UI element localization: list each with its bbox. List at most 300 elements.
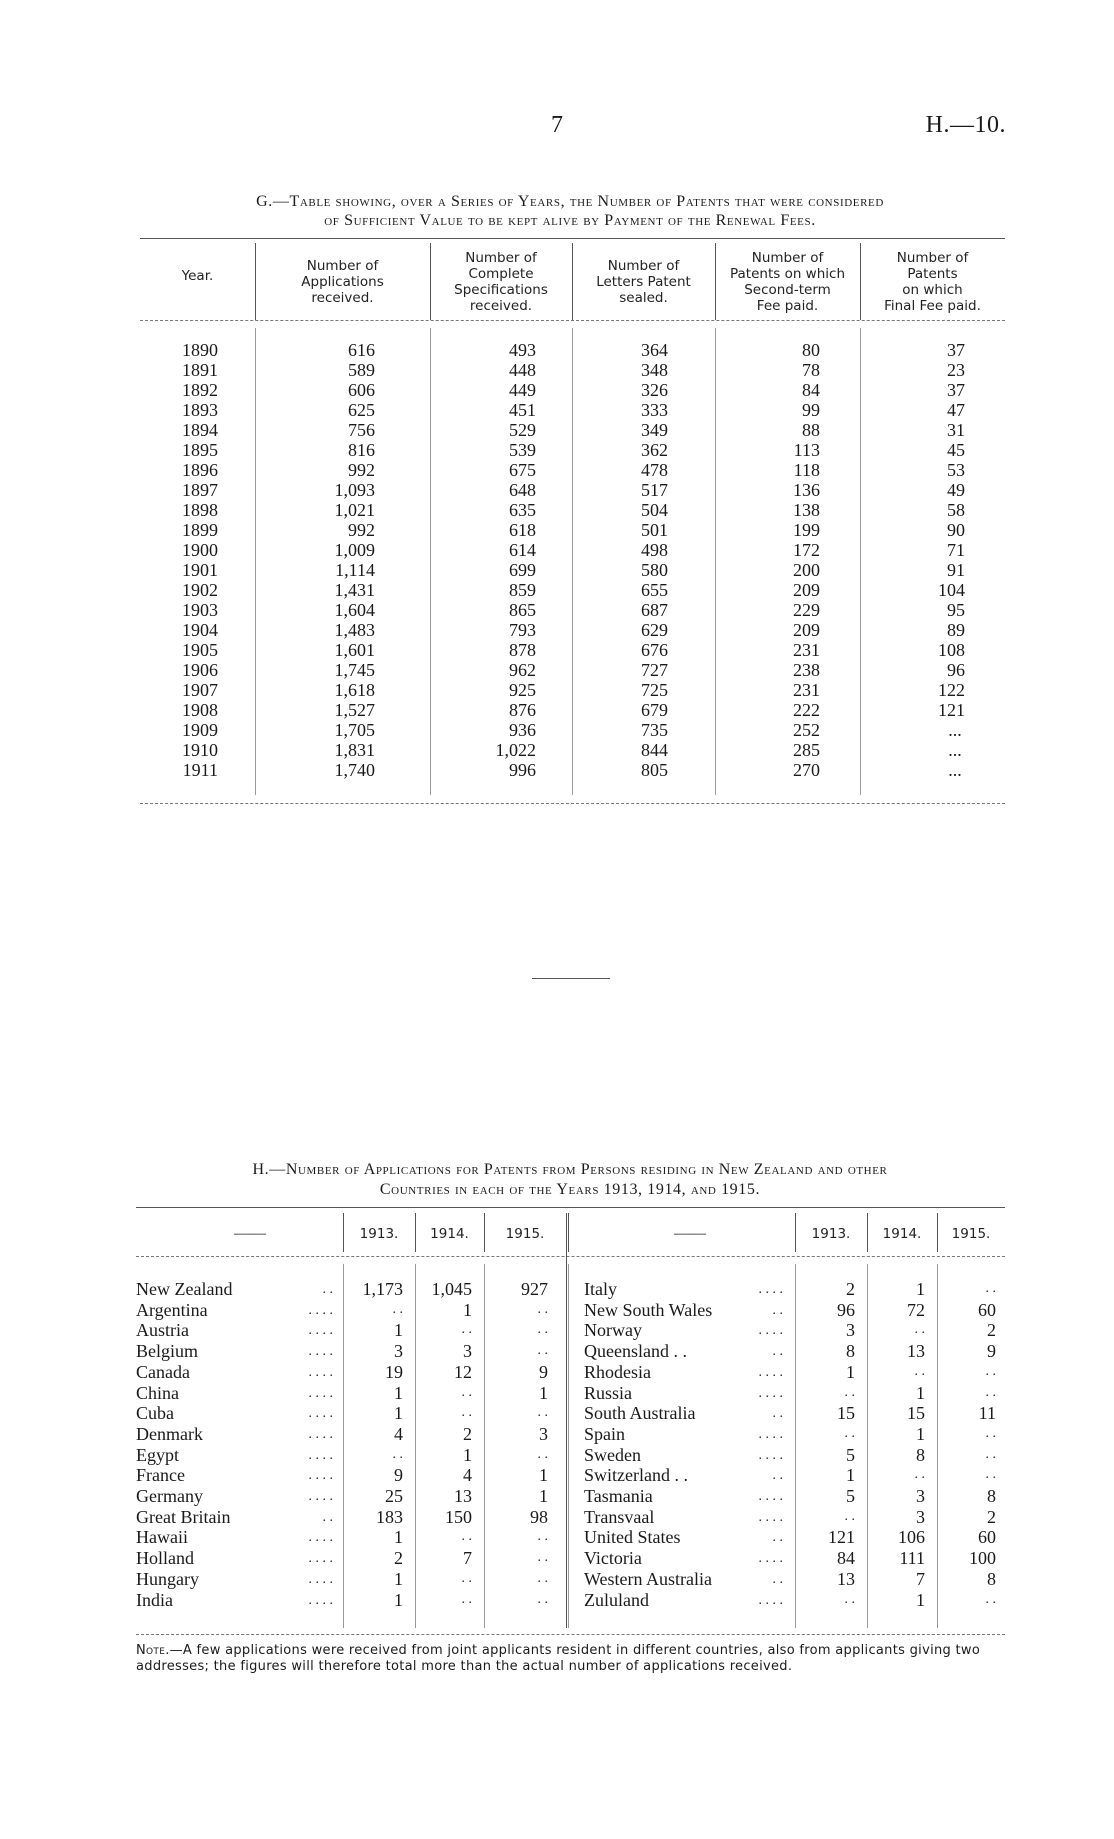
table-cell-1914: 2 [463,1424,472,1444]
table-cell-final-fee: 71 [947,540,965,560]
table-cell-1914: . . [461,1592,472,1607]
table-cell-1915: . . [537,1447,548,1462]
table-cell-specifications: 936 [509,720,536,740]
table-cell-1915: . . [985,1447,996,1462]
table-cell-1914: 4 [463,1465,472,1485]
header-line: Number of [465,250,537,266]
header-line: Second-term [744,282,831,298]
header-line: received. [311,290,374,306]
table-cell-1915: 100 [969,1548,996,1568]
table-cell-second-term-fee: 84 [802,380,820,400]
table-cell-specifications: 635 [509,500,536,520]
table-cell-applications: 756 [348,420,375,440]
table-cell-applications: 1,431 [334,580,375,600]
table-cell-1914: 7 [916,1569,925,1589]
header-line: Fee paid. [756,298,819,314]
table-cell-letters-patent: 326 [641,380,668,400]
table-cell-second-term-fee: 199 [793,520,820,540]
country-name: Denmark [136,1424,203,1444]
table-cell-second-term-fee: 172 [793,540,820,560]
table-cell-specifications: 451 [509,400,536,420]
country-name: Zululand [584,1590,649,1610]
dot-leader: . . . . [308,1344,333,1359]
table-cell-second-term-fee: 118 [793,460,820,480]
table-h-top-rule [136,1207,1005,1208]
table-cell-second-term-fee: 209 [793,580,820,600]
table-g-header-rule [140,320,1005,321]
table-cell-specifications: 876 [509,700,536,720]
table-cell-1915: 9 [987,1341,996,1361]
table-row [140,520,1005,540]
table-cell-specifications: 996 [509,760,536,780]
header-line: on which [902,282,963,298]
header-line: Specifications [454,282,548,298]
dot-leader: . . . . [758,1386,783,1401]
table-cell-second-term-fee: 229 [793,600,820,620]
table-cell-applications: 589 [348,360,375,380]
dot-leader: . . . . [758,1489,783,1504]
dot-leader: . . . . [308,1303,333,1318]
table-cell-applications: 1,831 [334,740,375,760]
table-cell-second-term-fee: 285 [793,740,820,760]
table-cell-applications: 992 [348,520,375,540]
country-name: France [136,1465,185,1485]
table-cell-year: 1895 [182,440,218,460]
table-cell-final-fee: 37 [947,340,965,360]
table-h-header-year-left: 1913. [359,1226,399,1242]
table-h-header-rule [136,1256,1005,1257]
table-g-caption-line1: G.—Table showing, over a Series of Years, the Number of Patents that were considered [256,193,884,210]
table-cell-1914: . . [461,1529,472,1544]
dot-leader: . . . . [308,1386,333,1401]
table-cell-1913: 3 [846,1320,855,1340]
table-g-header-second-term-fee [715,250,860,314]
table-h-header-dash-left: —— [234,1225,266,1242]
table-g-header-year [140,268,255,284]
table-cell-1915: . . [985,1467,996,1482]
table-cell-1913: 1 [846,1362,855,1382]
table-cell-applications: 1,021 [334,500,375,520]
table-h-header-dash-right: —— [674,1225,706,1242]
table-cell-year: 1898 [182,500,218,520]
table-cell-1914: 7 [463,1548,472,1568]
table-cell-1913: 183 [376,1507,403,1527]
note-label: Note. [136,1643,170,1658]
table-cell-letters-patent: 655 [641,580,668,600]
header-line: Patents on which [729,266,845,282]
table-cell-1914: 1 [916,1383,925,1403]
table-cell-1913: . . [392,1447,403,1462]
table-cell-1914: 13 [454,1486,472,1506]
table-cell-1915: . . [985,1592,996,1607]
table-cell-1914: . . [914,1467,925,1482]
table-cell-specifications: 1,022 [495,740,536,760]
table-cell-letters-patent: 362 [641,440,668,460]
table-cell-letters-patent: 805 [641,760,668,780]
dot-leader: . . . . [308,1448,333,1463]
table-cell-second-term-fee: 80 [802,340,820,360]
table-cell-second-term-fee: 88 [802,420,820,440]
table-cell-1915: 1 [539,1465,548,1485]
dot-leader: . . . . [758,1282,783,1297]
table-cell-1915: . . [537,1550,548,1565]
country-name: Great Britain [136,1507,231,1527]
table-cell-1915: 8 [987,1486,996,1506]
country-name: New South Wales [584,1300,713,1320]
table-cell-1915: 98 [530,1507,548,1527]
table-cell-year: 1908 [182,700,218,720]
table-cell-applications: 1,604 [334,600,375,620]
table-cell-specifications: 675 [509,460,536,480]
country-name: Holland [136,1548,194,1568]
table-cell-second-term-fee: 200 [793,560,820,580]
dot-leader: . . . . [758,1427,783,1442]
section-separator-rule [532,978,610,979]
header-line: received. [469,298,533,314]
table-cell-year: 1911 [182,760,218,780]
table-cell-second-term-fee: 138 [793,500,820,520]
table-cell-applications: 616 [348,340,375,360]
table-cell-1915: . . [537,1529,548,1544]
dot-leader: . . . . [758,1323,783,1338]
table-cell-letters-patent: 498 [641,540,668,560]
table-cell-final-fee: 47 [947,400,965,420]
table-h-body-divider [568,1264,569,1628]
note-text: —A few applications were received from joint applicants resident in different countries, also from applicants giving two addresses; the figures will therefore total more than the actual number of applications received. [136,1643,981,1674]
dot-leader: . . . . [758,1510,783,1525]
table-row [140,500,1005,520]
country-name: Tasmania [584,1486,653,1506]
table-cell-1913: 3 [394,1341,403,1361]
table-cell-specifications: 925 [509,680,536,700]
dot-leader: . . . . [308,1551,333,1566]
table-h-caption-line1: H.—Number of Applications for Patents from Persons residing in New Zealand and other [252,1161,888,1178]
table-cell-1913: 4 [394,1424,403,1444]
table-row [140,460,1005,480]
country-name: Spain [584,1424,626,1444]
table-row [140,380,1005,400]
table-cell-1915: . . [537,1592,548,1607]
table-row [140,540,1005,560]
table-cell-1913: . . [844,1509,855,1524]
table-cell-year: 1896 [182,460,218,480]
table-cell-applications: 1,009 [334,540,375,560]
table-cell-1915: 3 [539,1424,548,1444]
table-cell-applications: 992 [348,460,375,480]
country-name: United States [584,1527,681,1547]
table-cell-1913: 1 [846,1465,855,1485]
table-cell-1915: . . [537,1405,548,1420]
table-cell-1914: 1,045 [431,1279,472,1299]
table-h-header-year-right: 1915. [951,1226,991,1242]
table-cell-1913: . . [844,1426,855,1441]
dot-leader: . . [772,1572,783,1587]
table-cell-final-fee: 108 [938,640,965,660]
table-cell-final-fee: 58 [947,500,965,520]
table-cell-year: 1902 [182,580,218,600]
table-cell-applications: 1,740 [334,760,375,780]
table-row [140,660,1005,680]
header-line: Final Fee paid. [884,298,981,314]
table-h-header-year-left: 1915. [505,1226,545,1242]
table-cell-1914: . . [914,1322,925,1337]
table-cell-applications: 625 [348,400,375,420]
dot-leader: . . . . [308,1365,333,1380]
country-name: Egypt [136,1445,179,1465]
table-cell-specifications: 493 [509,340,536,360]
table-cell-year: 1909 [182,720,218,740]
table-cell-second-term-fee: 209 [793,620,820,640]
page-number: 7 [551,112,563,138]
table-cell-1915: 927 [521,1279,548,1299]
table-cell-second-term-fee: 252 [793,720,820,740]
header-line: Number of [751,250,824,266]
table-cell-letters-patent: 844 [641,740,668,760]
table-cell-year: 1900 [182,540,218,560]
header-line: Applications [301,274,384,290]
header-line: Number of [896,250,969,266]
table-cell-1913: 121 [828,1527,855,1547]
table-cell-final-fee: 95 [947,600,965,620]
table-cell-second-term-fee: 99 [802,400,820,420]
country-name: Austria [136,1320,189,1340]
table-cell-year: 1893 [182,400,218,420]
table-g-header-final-fee [860,250,1005,314]
table-cell-applications: 1,705 [334,720,375,740]
table-cell-applications: 1,618 [334,680,375,700]
table-cell-1915: . . [985,1281,996,1296]
table-g-bottom-rule [140,803,1005,804]
header-line: Letters Patent [596,274,691,290]
country-name: Argentina [136,1300,208,1320]
country-name: China [136,1383,179,1403]
table-cell-specifications: 699 [509,560,536,580]
table-cell-1913: . . [844,1592,855,1607]
table-cell-final-fee: 104 [938,580,965,600]
table-cell-1915: . . [537,1322,548,1337]
dot-leader: . . . . [308,1593,333,1608]
country-name: New Zealand [136,1279,233,1299]
table-h-center-divider [566,1213,567,1628]
table-cell-1913: . . [844,1385,855,1400]
table-cell-1915: 9 [539,1362,548,1382]
table-cell-1914: 1 [916,1590,925,1610]
table-cell-specifications: 618 [509,520,536,540]
table-h-note [136,1643,1006,1675]
table-row [140,580,1005,600]
table-cell-final-fee: 37 [947,380,965,400]
table-cell-year: 1905 [182,640,218,660]
table-cell-specifications: 793 [509,620,536,640]
table-cell-second-term-fee: 78 [802,360,820,380]
table-cell-specifications: 539 [509,440,536,460]
country-name: Italy [584,1279,617,1299]
table-cell-1914: 3 [916,1486,925,1506]
table-cell-1913: 1 [394,1527,403,1547]
dot-leader: . . . . [758,1365,783,1380]
table-cell-specifications: 859 [509,580,536,600]
table-cell-second-term-fee: 231 [793,640,820,660]
table-cell-year: 1891 [182,360,218,380]
table-cell-1913: 2 [394,1548,403,1568]
table-cell-letters-patent: 517 [641,480,668,500]
dot-leader: . . . . [308,1323,333,1338]
table-h-header-year-left: 1914. [430,1226,469,1242]
table-cell-year: 1897 [182,480,218,500]
table-cell-final-fee: 53 [947,460,965,480]
table-cell-1913: 5 [846,1486,855,1506]
table-cell-1915: . . [985,1364,996,1379]
table-cell-1913: 9 [394,1465,403,1485]
table-cell-final-fee: 121 [938,700,965,720]
table-cell-1914: 111 [899,1548,925,1568]
table-cell-letters-patent: 478 [641,460,668,480]
table-cell-1913: . . [392,1302,403,1317]
table-cell-second-term-fee: 136 [793,480,820,500]
table-cell-specifications: 529 [509,420,536,440]
country-name: Germany [136,1486,203,1506]
dot-leader: . . [772,1468,783,1483]
table-g-top-rule [140,238,1005,239]
table-cell-1913: 5 [846,1445,855,1465]
header-line: Number of [607,258,680,274]
table-cell-1914: 106 [898,1527,925,1547]
table-cell-letters-patent: 725 [641,680,668,700]
table-cell-1914: 1 [463,1445,472,1465]
table-cell-1914: 3 [916,1507,925,1527]
table-cell-1914: 72 [907,1300,925,1320]
table-cell-final-fee: 45 [947,440,965,460]
table-cell-final-fee: 122 [938,680,965,700]
table-h-header-divider [568,1213,569,1252]
table-cell-1914: . . [461,1405,472,1420]
table-cell-applications: 816 [348,440,375,460]
document-reference: H.—10. [925,112,1006,138]
table-cell-specifications: 614 [509,540,536,560]
table-cell-second-term-fee: 231 [793,680,820,700]
dot-leader: . . . . [758,1593,783,1608]
table-cell-letters-patent: 580 [641,560,668,580]
table-cell-letters-patent: 364 [641,340,668,360]
table-cell-final-fee: 89 [947,620,965,640]
table-row [140,620,1005,640]
dot-leader: . . [772,1344,783,1359]
table-cell-1915: 60 [978,1300,996,1320]
table-cell-1915: . . [985,1385,996,1400]
table-cell-applications: 1,745 [334,660,375,680]
country-name: India [136,1590,173,1610]
table-row [140,420,1005,440]
table-cell-year: 1894 [182,420,218,440]
table-row [140,480,1005,500]
country-name: Transvaal [584,1507,655,1527]
header-line: Complete [468,266,534,282]
table-cell-1915: . . [537,1343,548,1358]
table-cell-1914: . . [461,1385,472,1400]
country-name: Switzerland . . [584,1465,688,1485]
dot-leader: . . [772,1530,783,1545]
table-cell-second-term-fee: 113 [793,440,820,460]
country-name: Rhodesia [584,1362,651,1382]
table-row [140,640,1005,660]
table-row [140,700,1005,720]
country-name: South Australia [584,1403,696,1423]
table-cell-letters-patent: 333 [641,400,668,420]
table-cell-final-fee: 23 [947,360,965,380]
table-cell-letters-patent: 679 [641,700,668,720]
header-line: Year. [181,268,214,284]
header-line: Patents [907,266,958,282]
table-h-bottom-rule [136,1634,1005,1635]
table-cell-1913: 8 [846,1341,855,1361]
table-row [140,440,1005,460]
table-cell-letters-patent: 735 [641,720,668,740]
table-cell-applications: 1,527 [334,700,375,720]
table-cell-year: 1901 [182,560,218,580]
table-cell-1913: 1 [394,1320,403,1340]
table-row [140,600,1005,620]
table-cell-specifications: 962 [509,660,536,680]
table-cell-1913: 2 [846,1279,855,1299]
table-cell-1915: 60 [978,1527,996,1547]
table-h-header-year-right: 1913. [811,1226,851,1242]
table-cell-specifications: 865 [509,600,536,620]
table-cell-1913: 13 [837,1569,855,1589]
table-row [140,680,1005,700]
table-g-header-letters-patent [572,258,715,306]
table-cell-year: 1892 [182,380,218,400]
table-cell-1913: 1 [394,1590,403,1610]
country-name: Belgium [136,1341,198,1361]
table-h-header-year-right: 1914. [882,1226,922,1242]
table-cell-specifications: 648 [509,480,536,500]
table-cell-1915: 2 [987,1320,996,1340]
table-cell-final-fee: 49 [947,480,965,500]
table-cell-year: 1906 [182,660,218,680]
table-cell-second-term-fee: 270 [793,760,820,780]
table-cell-1914: . . [461,1571,472,1586]
table-row [140,740,1005,760]
table-cell-letters-patent: 676 [641,640,668,660]
table-cell-final-fee: ... [948,760,962,780]
table-cell-1913: 1 [394,1383,403,1403]
dot-leader: . . . . [308,1406,333,1421]
dot-leader: . . . . [308,1427,333,1442]
table-cell-year: 1910 [182,740,218,760]
table-g-header-specifications [430,250,572,314]
table-cell-1914: 8 [916,1445,925,1465]
table-row [140,400,1005,420]
table-cell-1915: 11 [978,1403,996,1423]
table-cell-letters-patent: 687 [641,600,668,620]
table-row [140,340,1005,360]
table-cell-1914: 1 [463,1300,472,1320]
dot-leader: . . . . [308,1468,333,1483]
table-cell-applications: 1,093 [334,480,375,500]
table-cell-specifications: 448 [509,360,536,380]
table-cell-1915: 2 [987,1507,996,1527]
table-cell-letters-patent: 727 [641,660,668,680]
table-row [140,720,1005,740]
table-cell-applications: 606 [348,380,375,400]
table-cell-1915: . . [537,1571,548,1586]
table-cell-year: 1899 [182,520,218,540]
table-cell-1914: 13 [907,1341,925,1361]
table-cell-final-fee: 96 [947,660,965,680]
table-cell-year: 1890 [182,340,218,360]
dot-leader: . . . . [308,1489,333,1504]
country-name: Norway [584,1320,642,1340]
